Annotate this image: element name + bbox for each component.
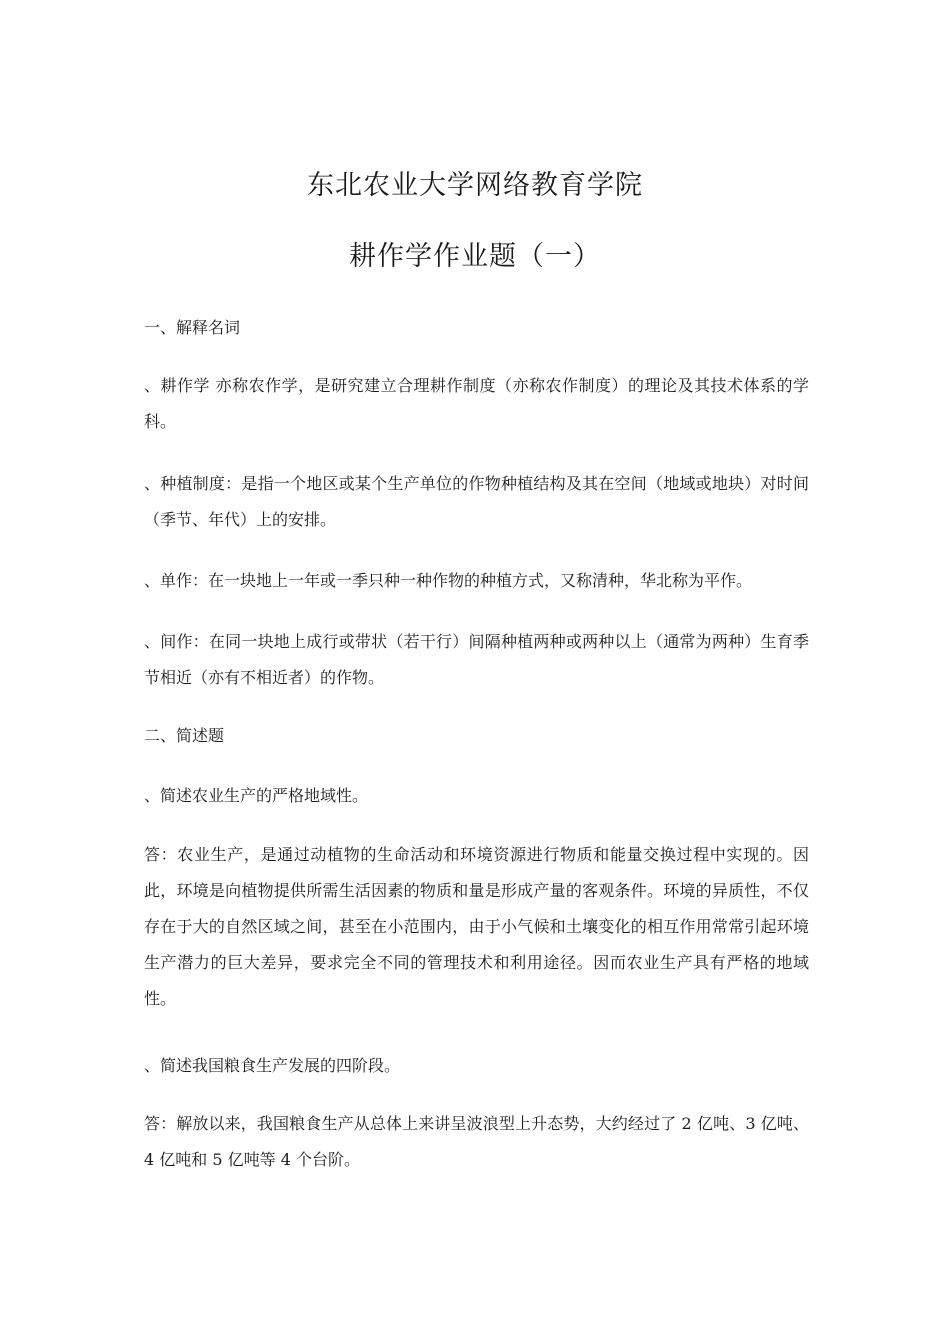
- answer-1: 答：农业生产，是通过动植物的生命活动和环境资源进行物质和能量交换过程中实现的。因此，环境是向植物提供所需生活因素的物质和量是形成产量的客观条件。环境的异质性，不仅存在于大的自然区域之间，甚至在小范围内，由于小气候和土壤变化的相互作用常常引起环境生产潜力的巨大差异，要求完全不同的管理技术和利用途径。因而农业生产具有严格的地域性。: [144, 845, 809, 1008]
- definition-item-3: 、单作：在一块地上一年或一季只种一种作物的种植方式，又称清种，华北称为平作。: [144, 571, 753, 590]
- assignment-title: 耕作学作业题（一）: [349, 241, 601, 272]
- section-1-heading: 一、解释名词: [144, 318, 241, 337]
- definition-item-1: 、耕作学 亦称农作学，是研究建立合理耕作制度（亦称农作制度）的理论及其技术体系的学科。: [144, 376, 809, 431]
- question-2: 、简述我国粮食生产发展的四阶段。: [144, 1056, 401, 1075]
- definition-item-2: 、种植制度：是指一个地区或某个生产单位的作物种植结构及其在空间（地域或地块）对时间（季节、年代）上的安排。: [144, 474, 809, 529]
- question-1: 、简述农业生产的严格地域性。: [144, 786, 369, 805]
- answer-2: 答：解放以来，我国粮食生产从总体上来讲呈波浪型上升态势，大约经过了 2 亿吨、3 亿吨、4 亿吨和 5 亿吨等 4 个台阶。: [144, 1114, 809, 1169]
- school-title: 东北农业大学网络教育学院: [307, 170, 643, 201]
- section-2-heading: 二、简述题: [144, 726, 225, 745]
- definition-item-4: 、间作：在同一块地上成行或带状（若干行）间隔种植两种或两种以上（通常为两种）生育季节相近（亦有不相近者）的作物。: [144, 632, 809, 687]
